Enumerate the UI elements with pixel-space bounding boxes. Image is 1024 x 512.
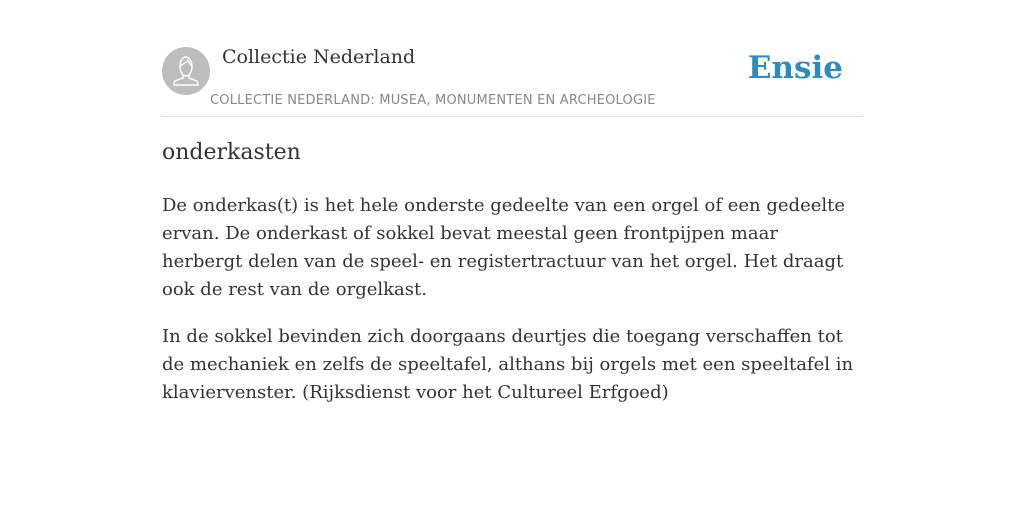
- entry-paragraph: De onderkas(t) is het hele onderste gedeelte van een orgel of een gedeelte ervan. De onderkast of sokkel bevat meestal geen frontpijpen maar herbergt delen van de speel- en registertractuur van het orgel. Het draagt ook de rest van de orgelkast.: [162, 195, 846, 300]
- ensie-logo[interactable]: Ensie: [747, 50, 843, 86]
- page-container: [162, 0, 862, 403]
- user-silhouette-icon: [162, 47, 210, 95]
- entry-title: onderkasten: [162, 140, 301, 165]
- entry-paragraph: In de sokkel bevinden zich doorgaans deurtjes die toegang verschaffen tot de mechaniek en zelfs de speeltafel, althans bij orgels met een speeltafel in klaviervenster. (Rijksdienst voor het Cultureel Erfgoed): [162, 326, 854, 403]
- author-avatar[interactable]: [162, 47, 210, 95]
- author-name[interactable]: Collectie Nederland: [222, 46, 416, 68]
- collection-label[interactable]: COLLECTIE NEDERLAND: MUSEA, MONUMENTEN EN ARCHEOLOGIE: [210, 93, 656, 108]
- entry-header: [162, 0, 862, 117]
